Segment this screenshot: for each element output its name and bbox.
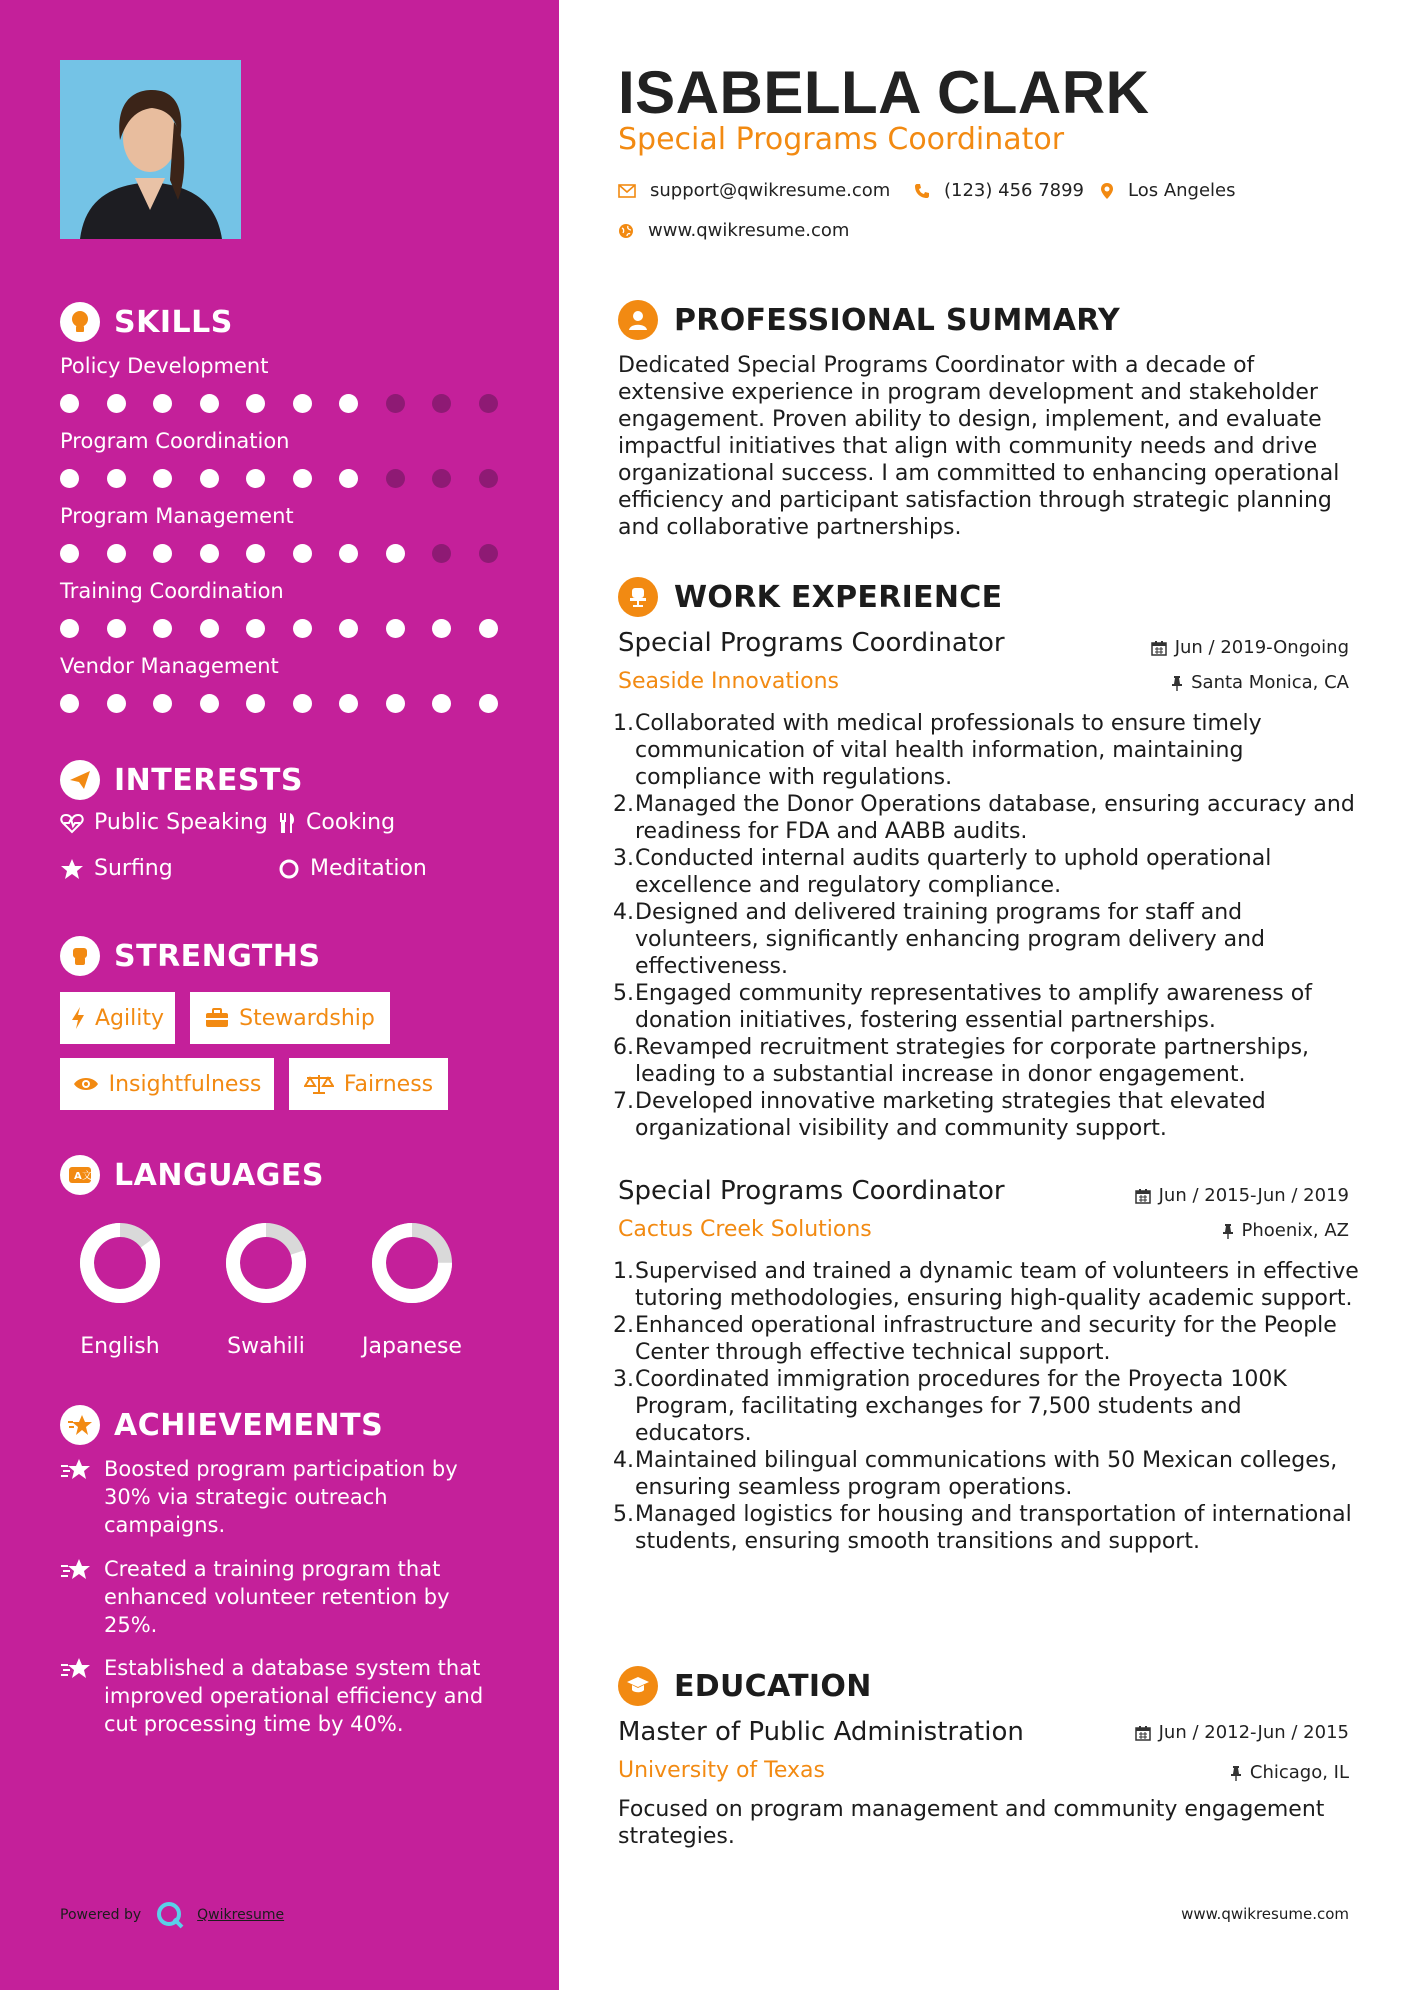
rating-dot-filled (386, 694, 405, 713)
skill-item (60, 577, 500, 639)
rating-dot-filled (246, 619, 265, 638)
job-2-dates: Jun / 2015-Jun / 2019 (1135, 1185, 1349, 1206)
language-proficiency-ring (369, 1220, 455, 1306)
education-dates: Jun / 2012-Jun / 2015 (1135, 1722, 1349, 1743)
skills-title: SKILLS (114, 304, 233, 340)
qwikresume-link[interactable]: Qwikresume (197, 1907, 285, 1923)
profile-photo (60, 60, 241, 239)
job-2-location: Phoenix, AZ (1222, 1220, 1350, 1241)
user-icon (618, 300, 658, 340)
job-1-dates: Jun / 2019-Ongoing (1151, 637, 1349, 658)
scale-icon (304, 1073, 334, 1095)
rating-dot-filled (293, 469, 312, 488)
job-1-company: Seaside Innovations (618, 669, 839, 694)
bolt-icon (71, 1006, 85, 1030)
language-proficiency-ring (223, 1220, 309, 1306)
rating-dot-filled (60, 619, 79, 638)
rating-dot-filled (246, 394, 265, 413)
pushpin-icon (1222, 1223, 1234, 1239)
education-degree: Master of Public Administration (618, 1717, 1024, 1747)
skill-rating (60, 394, 500, 414)
candidate-name: ISABELLA CLARK (618, 59, 1150, 126)
contact-email[interactable]: support@qwikresume.com (618, 180, 890, 201)
achievements-title: ACHIEVEMENTS (114, 1407, 384, 1443)
languages-title: LANGUAGES (114, 1157, 324, 1193)
language-name: English (80, 1334, 160, 1359)
skill-item (60, 427, 500, 489)
rating-dot-filled (339, 469, 358, 488)
rating-dot-empty (479, 394, 498, 413)
rating-dot-filled (293, 619, 312, 638)
calendar-icon (1151, 640, 1167, 656)
rating-dot-filled (432, 619, 451, 638)
interest-surfing: Surfing (60, 856, 173, 881)
rating-dot-filled (200, 394, 219, 413)
education-school: University of Texas (618, 1758, 825, 1783)
job-2-company: Cactus Creek Solutions (618, 1217, 872, 1242)
language-name: Swahili (227, 1334, 305, 1359)
achievement-star-icon (60, 1457, 92, 1483)
achievement-item (60, 1455, 510, 1539)
language-item (342, 1220, 482, 1359)
job-1-location: Santa Monica, CA (1171, 672, 1349, 693)
contact-location: Los Angeles (1100, 180, 1236, 201)
strengths-header (60, 934, 321, 978)
duty-item: Collaborated with medical professionals to ensure timely communication of vital health information, maintaining compliance with regulations. (635, 711, 1262, 790)
strength-agility: Agility (60, 992, 175, 1044)
phone-icon (914, 183, 930, 199)
rating-dot-empty (386, 469, 405, 488)
rating-dot-filled (60, 544, 79, 563)
avatar (60, 60, 241, 239)
skill-item (60, 652, 500, 714)
rating-dot-filled (200, 544, 219, 563)
job-1-title: Special Programs Coordinator (618, 628, 1005, 658)
skill-rating (60, 469, 500, 489)
education-header (618, 1666, 872, 1706)
rating-dot-filled (339, 619, 358, 638)
svg-text:A: A (74, 1171, 82, 1182)
rating-dot-filled (107, 694, 126, 713)
skill-name: Program Coordination (60, 429, 290, 453)
skill-item (60, 352, 500, 414)
strength-insightfulness: Insightfulness (60, 1058, 274, 1110)
map-pin-icon (1100, 182, 1114, 200)
lightbulb-icon (60, 302, 100, 342)
rating-dot-filled (60, 469, 79, 488)
duty-item: Enhanced operational infrastructure and security for the People Center through effective technical support. (635, 1313, 1337, 1365)
skill-name: Program Management (60, 504, 294, 528)
briefcase-icon (205, 1008, 229, 1028)
language-item (196, 1220, 336, 1359)
skills-header (60, 300, 233, 344)
rating-dot-empty (386, 394, 405, 413)
contact-website[interactable]: www.qwikresume.com (618, 220, 849, 241)
graduation-icon (618, 1666, 658, 1706)
rating-dot-empty (432, 544, 451, 563)
duty-item: Supervised and trained a dynamic team of volunteers in effective tutoring methodologies, ensuring high-quality academic support. (635, 1259, 1359, 1311)
contact-phone[interactable]: (123) 456 7899 (914, 180, 1084, 201)
duty-item: Managed the Donor Operations database, ensuring accuracy and readiness for FDA and AABB audits. (635, 792, 1355, 844)
circle-icon (278, 858, 300, 880)
language-icon (60, 1155, 100, 1195)
summary-title: PROFESSIONAL SUMMARY (674, 302, 1121, 338)
rating-dot-filled (60, 694, 79, 713)
rating-dot-filled (339, 394, 358, 413)
strengths-title: STRENGTHS (114, 938, 321, 974)
rating-dot-filled (153, 469, 172, 488)
achievement-star-icon (60, 1656, 92, 1682)
chair-icon (618, 577, 658, 617)
experience-title: WORK EXPERIENCE (674, 579, 1003, 615)
experience-header (618, 577, 1002, 617)
summary-header (618, 300, 1120, 340)
interests-title: INTERESTS (114, 762, 303, 798)
rating-dot-filled (479, 694, 498, 713)
summary-text: Dedicated Special Programs Coordinator with a decade of extensive experience in program development and stakeholder engagement. Proven ability to design, implement, and evaluate impactful initiatives that align with community needs and drive organizational success. I am committed to enhancing operational efficiency and participant satisfaction through strategic planning and collaborative partnerships. (618, 353, 1340, 540)
pushpin-icon (1230, 1765, 1242, 1781)
duty-item: Coordinated immigration procedures for the Proyecta 100K Program, facilitating exchanges for 7,500 students and educators. (635, 1367, 1287, 1446)
skill-name: Vendor Management (60, 654, 279, 678)
rating-dot-filled (293, 394, 312, 413)
pushpin-icon (1171, 675, 1183, 691)
duty-item: Designed and delivered training programs for staff and volunteers, significantly enhancing program delivery and effectiveness. (635, 900, 1265, 979)
achievement-item (60, 1555, 510, 1639)
interest-public-speaking: Public Speaking (60, 810, 268, 835)
achievement-text: Created a training program that enhanced volunteer retention by 25%. (104, 1557, 450, 1637)
rating-dot-empty (432, 469, 451, 488)
rating-dot-filled (200, 619, 219, 638)
education-location: Chicago, IL (1230, 1762, 1349, 1783)
candidate-role: Special Programs Coordinator (618, 122, 1065, 157)
duty-item: Engaged community representatives to amplify awareness of donation initiatives, fostering essential partnerships. (635, 981, 1312, 1033)
rating-dot-filled (293, 694, 312, 713)
rating-dot-filled (339, 544, 358, 563)
rating-dot-filled (339, 694, 358, 713)
rating-dot-filled (107, 469, 126, 488)
duty-item: Developed innovative marketing strategies that elevated organizational visibility and community support. (635, 1089, 1266, 1141)
rating-dot-filled (107, 619, 126, 638)
job-2-title: Special Programs Coordinator (618, 1176, 1005, 1206)
language-proficiency-ring (77, 1220, 163, 1306)
skill-rating (60, 694, 500, 714)
skill-rating (60, 619, 500, 639)
education-description: Focused on program management and community engagement strategies. (618, 1797, 1325, 1849)
powered-by (60, 1900, 284, 1930)
rating-dot-filled (153, 619, 172, 638)
star-icon (60, 858, 84, 880)
rating-dot-filled (60, 394, 79, 413)
footer-url[interactable]: www.qwikresume.com (1181, 1905, 1349, 1923)
rating-dot-filled (153, 394, 172, 413)
rating-dot-filled (479, 619, 498, 638)
eye-icon (73, 1075, 99, 1093)
strength-stewardship: Stewardship (190, 992, 390, 1044)
rating-dot-filled (386, 619, 405, 638)
rating-dot-filled (293, 544, 312, 563)
fist-icon (60, 936, 100, 976)
svg-text:文: 文 (82, 1171, 92, 1182)
education-title: EDUCATION (674, 1668, 872, 1704)
rating-dot-filled (246, 694, 265, 713)
rating-dot-filled (200, 694, 219, 713)
language-item (50, 1220, 190, 1359)
rating-dot-filled (107, 394, 126, 413)
qwikresume-logo-icon (155, 1900, 185, 1930)
job-1-duties (635, 710, 1365, 1142)
interest-cooking: Cooking (278, 810, 395, 835)
duty-item: Maintained bilingual communications with 50 Mexican colleges, ensuring seamless program operations. (635, 1448, 1338, 1500)
strength-fairness: Fairness (289, 1058, 448, 1110)
achievements-header (60, 1403, 383, 1447)
duty-item: Conducted internal audits quarterly to uphold operational excellence and regulatory compliance. (635, 846, 1272, 898)
skill-name: Policy Development (60, 354, 269, 378)
rating-dot-filled (200, 469, 219, 488)
rating-dot-empty (479, 544, 498, 563)
achievement-text: Boosted program participation by 30% via strategic outreach campaigns. (104, 1457, 458, 1537)
duty-item: Revamped recruitment strategies for corporate partnerships, leading to a substantial increase in donor engagement. (635, 1035, 1310, 1087)
powered-label: Powered by (60, 1907, 142, 1923)
achievement-item (60, 1654, 510, 1738)
interests-header (60, 758, 303, 802)
interest-meditation: Meditation (278, 856, 427, 881)
skill-item (60, 502, 500, 564)
rating-dot-empty (432, 394, 451, 413)
achievement-star-icon (60, 1557, 92, 1583)
rating-dot-filled (153, 694, 172, 713)
rating-dot-filled (386, 544, 405, 563)
rating-dot-empty (479, 469, 498, 488)
calendar-icon (1135, 1188, 1151, 1204)
job-2-duties (635, 1258, 1365, 1555)
rating-dot-filled (246, 469, 265, 488)
languages-header (60, 1153, 324, 1197)
rating-dot-filled (153, 544, 172, 563)
rating-dot-filled (432, 694, 451, 713)
globe-icon (618, 223, 634, 239)
achievement-text: Established a database system that improved operational efficiency and cut processing time by 40%. (104, 1656, 484, 1736)
skill-name: Training Coordination (60, 579, 284, 603)
achievement-star-icon (60, 1405, 100, 1445)
rating-dot-filled (107, 544, 126, 563)
calendar-icon (1135, 1725, 1151, 1741)
skill-rating (60, 544, 500, 564)
duty-item: Managed logistics for housing and transportation of international students, ensuring smooth transitions and support. (635, 1502, 1352, 1554)
paper-plane-icon (60, 760, 100, 800)
language-name: Japanese (362, 1334, 462, 1359)
envelope-icon (618, 184, 636, 198)
sidebar (0, 0, 559, 1990)
utensils-icon (278, 811, 296, 835)
heartbeat-icon (60, 812, 84, 834)
rating-dot-filled (246, 544, 265, 563)
